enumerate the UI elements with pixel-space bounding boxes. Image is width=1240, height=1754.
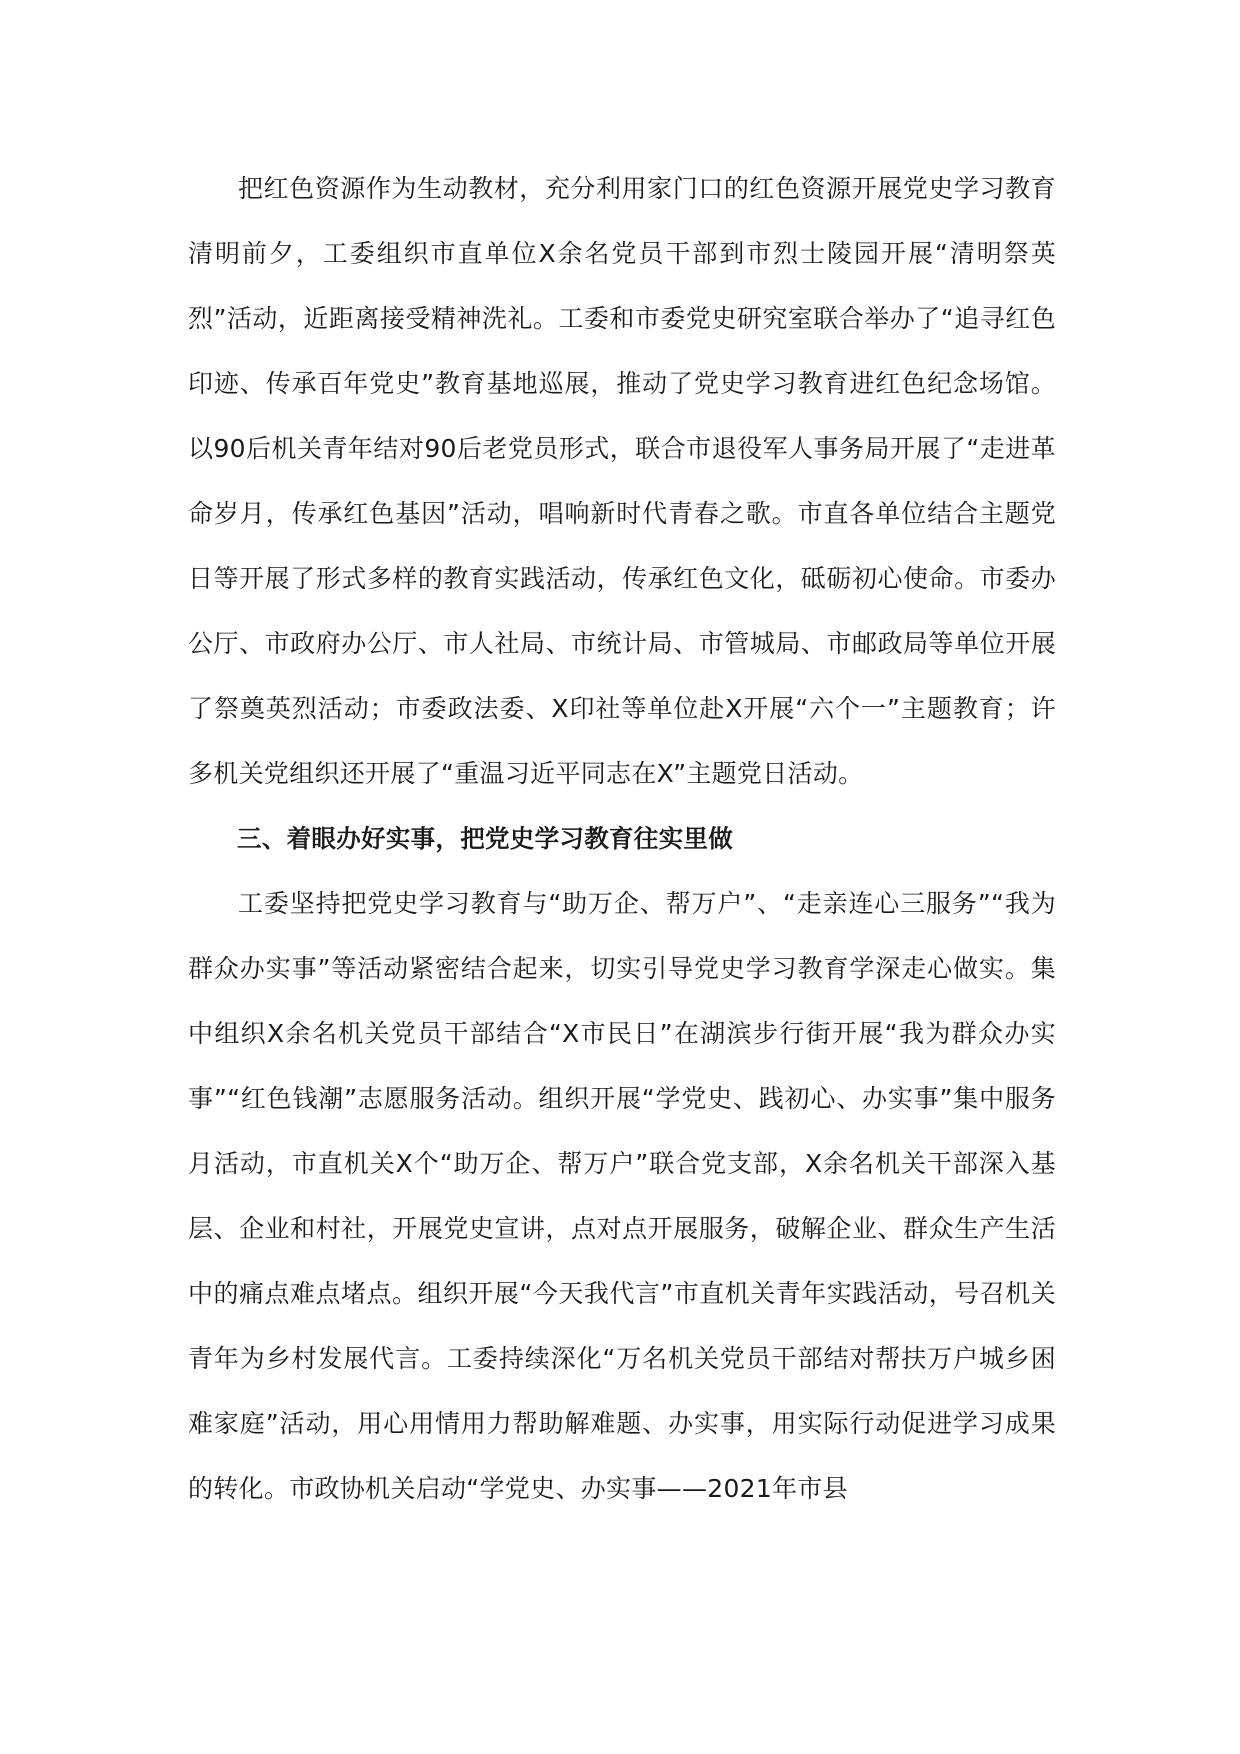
section-heading-3: 三、着眼办好实事，把党史学习教育往实里做 — [237, 824, 733, 853]
body-paragraph-practical-matters: 工委坚持把党史学习教育与“助万企、帮万户”、“走亲连心三服务”“我为群众办实事”等活动紧密结合起来，切实引导党史学习教育学深走心做实。集中组织X余名机关党员干部结合“X市民日”在湖滨步行街开展“我为群众办实事”“红色钱潮”志愿服务活动。组织开展“学党史、践初心、办实事”集中服务月活动，市直机关X个“助万企、帮万户”联合党支部，X余名机关干部深入基层、企业和村社，开展党史宣讲，点对点开展服务，破解企业、群众生产生活中的痛点难点堵点。组织开展“今天我代言”市直机关青年实践活动，号召机关青年为乡村发展代言。工委持续深化“万名机关党员干部结对帮扶万户城乡困难家庭”活动，用心用情用力帮助解难题、办实事，用实际行动促进学习成果的转化。市政协机关启动“学党史、办实事——2021年市县 — [188, 889, 1056, 1503]
body-paragraph-red-resources: 把红色资源作为生动教材，充分利用家门口的红色资源开展党史学习教育清明前夕，工委组织市直单位X余名党员干部到市烈士陵园开展“清明祭英烈”活动，近距离接受精神洗礼。工委和市委党史研究室联合举办了“追寻红色印迹、传承百年党史”教育基地巡展，推动了党史学习教育进红色纪念场馆。以90后机关青年结对90后老党员形式，联合市退役军人事务局开展了“走进革命岁月，传承红色基因”活动，唱响新时代青春之歌。市直各单位结合主题党日等开展了形式多样的教育实践活动，传承红色文化，砥砺初心使命。市委办公厅、市政府办公厅、市人社局、市统计局、市管城局、市邮政局等单位开展了祭奠英烈活动；市委政法委、X印社等单位赴X开展“六个一”主题教育；许多机关党组织还开展了“重温习近平同志在X”主题党日活动。 — [188, 174, 1056, 788]
document-body — [188, 156, 1056, 1521]
